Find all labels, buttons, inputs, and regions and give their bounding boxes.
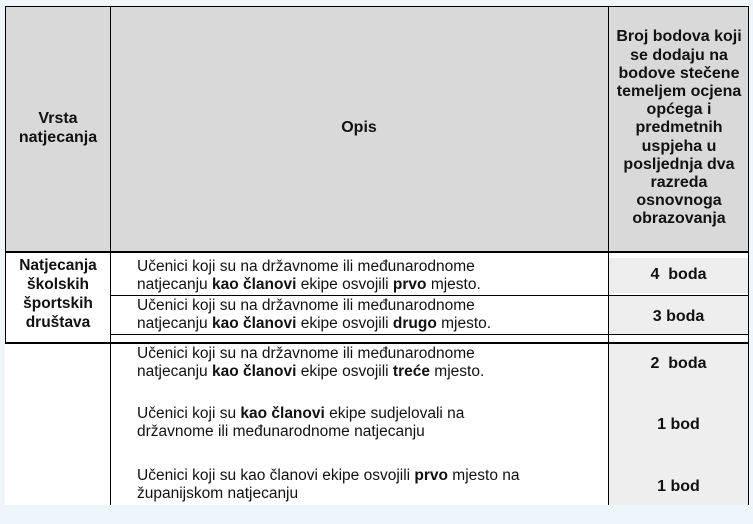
- header-bottom-border: [5, 251, 748, 253]
- row-4-points: 1 bod: [657, 416, 700, 433]
- header-points: Broj bodova koji se dodaju na bodove stečene temeljem ocjena općega i predmetnih uspjeha u posljednja dva razreda osnovnoga obrazovanja: [616, 28, 742, 228]
- row-divider-2: [110, 334, 748, 335]
- row-divider-1: [110, 295, 748, 296]
- page-break-line: [5, 342, 748, 344]
- row-3-points: 2 boda: [650, 355, 707, 372]
- competition-type: Natjecanja školskih športskih društava: [19, 257, 97, 331]
- table-right-border: [748, 6, 749, 505]
- row-2-description: Učenici koji su na državnome ili međunarodnome natjecanju kao članovi ekipe osvojili drugo mjesto.: [137, 297, 492, 332]
- header-description: Opis: [341, 119, 377, 137]
- row-5-points: 1 bod: [657, 478, 700, 495]
- row-5-description: Učenici koji su kao članovi ekipe osvojili prvo mjesto na županijskom natjecanju: [137, 467, 520, 502]
- row-1-description: Učenici koji su na državnome ili međunarodnome natjecanju kao članovi ekipe osvojili prvo mjesto.: [137, 258, 481, 293]
- header-type: Vrsta natjecanja: [18, 110, 98, 146]
- row-4-description: Učenici koji su kao članovi ekipe sudjelovali na državnome ili međunarodnome natjecanju: [137, 405, 465, 440]
- row-2-points: 3 boda: [652, 308, 705, 325]
- row-3-description: Učenici koji su na državnome ili međunarodnome natjecanju kao članovi ekipe osvojili treće mjesto.: [137, 345, 485, 380]
- table-left-border: [5, 6, 6, 342]
- row-1-points: 4 boda: [650, 266, 707, 283]
